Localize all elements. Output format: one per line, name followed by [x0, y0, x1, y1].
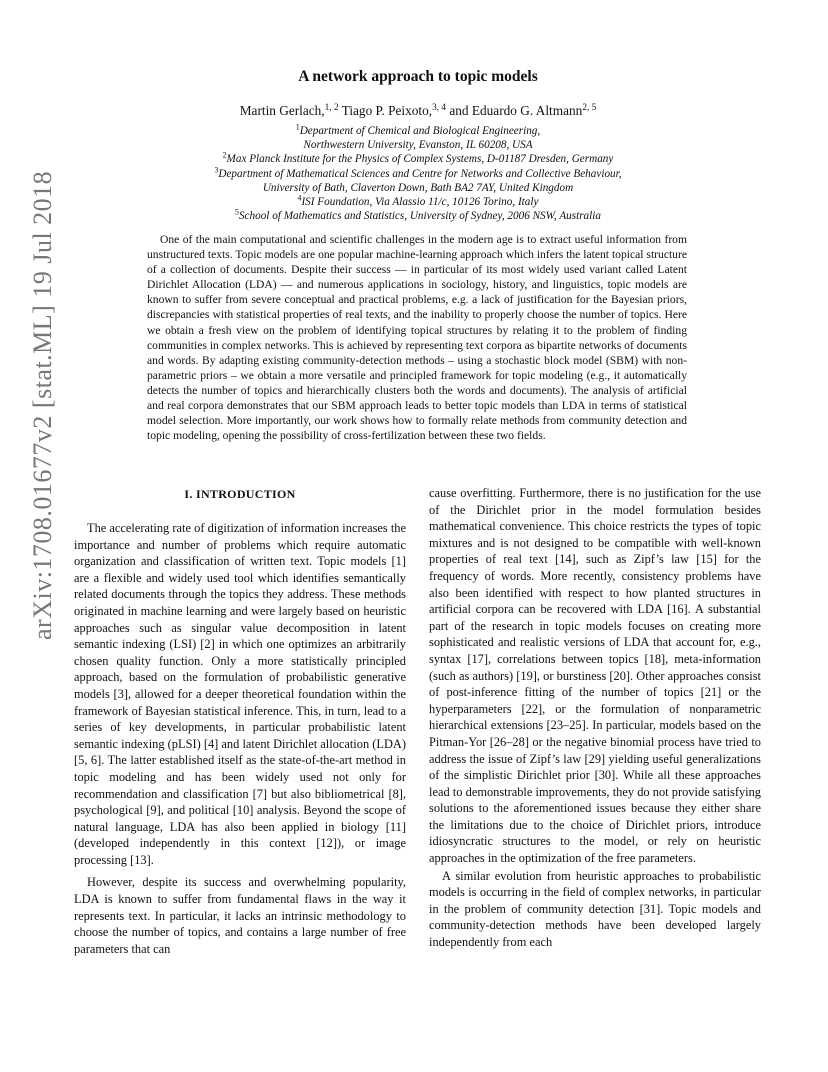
paragraph: cause overfitting. Furthermore, there is no justification for the use of the Dirichlet prior in the model formulation besides mathematical convenience. This choice restricts the types of topic mixtures and is not designed to be compatible with well-known properties of real text [14], such as Zipf’s law [15] for the frequency of words. More recently, consistency problems have also been identified with respect to how planted structures in artificial corpora can be recovered with LDA [16]. A substantial part of the research in topic models focuses on creating more sophisticated and realistic versions of LDA that account for, e.g., syntax [17], correlations between topics [18], meta-information (such as authors) [19], or burstiness [20]. Other approaches consist of post-inference fitting of the number of topics [21] or the hyperparameters [22], or the formulation of nonparametric hierarchical extensions [23–25]. In particular, models based on the Pitman-Yor [26–28] or the negative binomial process have tried to address the issue of Zipf’s law [29] yielding useful generalizations of the simplistic Dirichlet prior [30]. While all these approaches lead to demonstrable improvements, they do not provide satisfying solutions to the aforementioned issues because they either share the limitations due to the choice of Dirichlet priors, introduce idiosyncratic structures to the model, or rely on heuristic approaches in the optimization of the free parameters.: [429, 486, 761, 866]
paragraph: However, despite its success and overwhelming popularity, LDA is known to suffer from fundamental flaws in the way it represents text. In particular, it lacks an intrinsic methodology to choose the number of topics, and contains a large number of free parameters that can: [74, 875, 406, 956]
author: and Eduardo G. Altmann$^{2, 5}$: [446, 102, 597, 118]
affiliation: $^5$School of Mathematics and Statistics, University of Sydney, 2006 NSW, Australia: [235, 207, 601, 223]
arxiv-identifier: arXiv:1708.01677v2 [stat.ML] 19 Jul 2018: [28, 170, 57, 640]
paper-title: A network approach to topic models: [298, 68, 538, 85]
author: Tiago P. Peixoto,$^{3, 4}$: [338, 102, 447, 118]
affiliation: $^1$Department of Chemical and Biological Engineering,: [295, 122, 541, 137]
paragraph: The accelerating rate of digitization of information increases the importance and number of problems which require automatic organization and classification of written text. Topic models [1] are a flexible and widely used tool which identifies semantically related documents through the topics they address. These methods originated in machine learning and were largely based on heuristic approaches such as singular value decomposition in latent semantic indexing (LSI) [2] in which one optimizes an arbitrarily chosen quality function. Only a more statistically principled approach, based on the formulation of probabilistic generative models [3], allowed for a deeper theoretical foundation within the framework of Bayesian statistical inference. This, in turn, lead to a series of key developments, in particular probabilistic latent semantic indexing (pLSI) [4] and latent Dirichlet allocation (LDA) [5, 6]. The latter established itself as the state-of-the-art method in topic modeling and has been widely used not only for recommendation and classification [7] but also bibliometrical [8], psychological [9], and political [10] analysis. Beyond the scope of natural language, LDA has also been applied in biology [11] (developed independently in this context [12]), or image processing [13].: [74, 521, 406, 867]
affiliation: University of Bath, Claverton Down, Bath BA2 7AY, United Kingdom: [262, 181, 574, 194]
affiliation: $^4$ISI Foundation, Via Alassio 11/c, 10126 Torino, Italy: [297, 193, 539, 209]
paragraph: A similar evolution from heuristic approaches to probabilistic models is occurring in the field of complex networks, in particular in the problem of community detection [31]. Topic models and community-detection methods have been developed largely independently from each: [429, 868, 761, 950]
affiliation: Northwestern University, Evanston, IL 60208, USA: [303, 139, 533, 152]
left-column: [74, 485, 406, 957]
affiliations: [0, 124, 828, 223]
right-column: [429, 485, 761, 951]
affiliation: $^3$Department of Mathematical Sciences and Centre for Networks and Collective Behaviour,: [214, 165, 622, 180]
abstract: One of the main computational and scientific challenges in the modern age is to extract useful information from unstructured texts. Topic models are one popular machine-learning approach which infers the latent topical structure of a collection of documents. Despite their success — in particular of its most widely used variant called Latent Dirichlet Allocation (LDA) — and numerous applications in sociology, history, and linguistics, topic models are known to suffer from severe conceptual and practical problems, e.g. a lack of justification for the Bayesian priors, discrepancies with statistical properties of real texts, and the inability to properly choose the number of topics. Here we obtain a fresh view on the problem of identifying topical structures by relating it to the problem of finding communities in complex networks. This is achieved by representing text corpora as bipartite networks of documents and words. By adapting existing community-detection methods – using a stochastic block model (SBM) with non-parametric priors – we obtain a more versatile and principled framework for topic modeling (e.g., it automatically detects the number of topics and hierarchically clusters both the words and documents). The analysis of artificial and real corpora demonstrates that our SBM approach leads to better topic models than LDA in terms of statistical model selection. More importantly, our work shows how to formally relate methods from community detection and topic modeling, opening the possibility of cross-fertilization between these two fields.: [147, 233, 687, 443]
author-list: [0, 103, 828, 119]
section-heading: I. INTRODUCTION: [184, 487, 296, 501]
affiliation: $^2$Max Planck Institute for the Physics of Complex Systems, D-01187 Dresden, Germany: [222, 151, 614, 166]
author: Martin Gerlach,$^{1, 2}$: [239, 102, 339, 118]
